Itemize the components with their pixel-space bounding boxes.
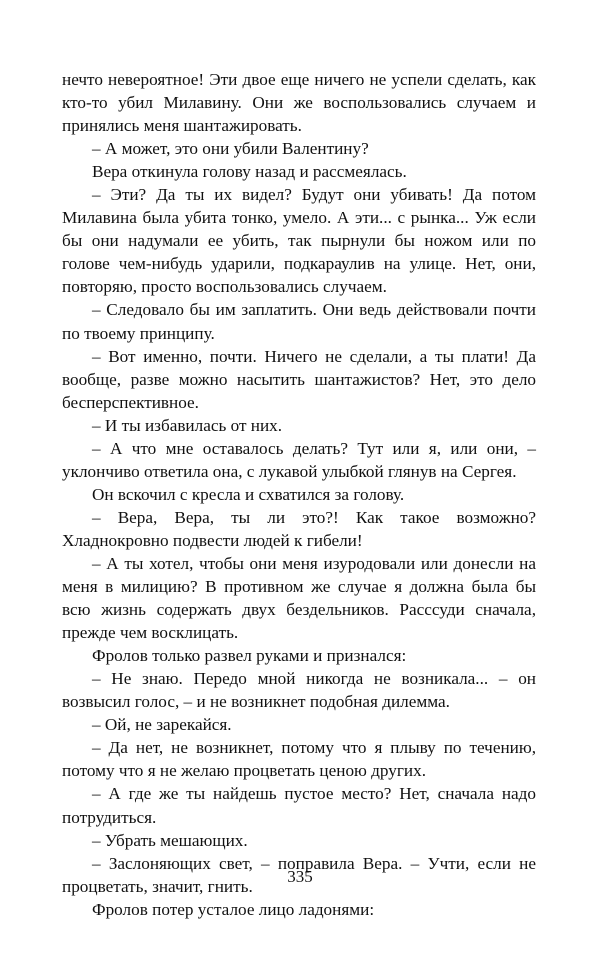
paragraph: – Убрать мешающих. (92, 830, 248, 850)
paragraph: – А может, это они убили Валентину? (92, 139, 369, 159)
paragraph: Вера откинула голову назад и рассмеялась. (92, 162, 407, 182)
paragraph: – И ты избавилась от них. (92, 415, 283, 435)
page-text (62, 68, 536, 921)
paragraph: – А ты хотел, чтобы они меня изуродовали или донесли на меня в милицию? В противном же случае я должна была бы всю жизнь содержать двух бездельников. Расссуди сначала, прежде чем восклицать. (62, 553, 536, 643)
paragraph: нечто невероятное! Эти двое еще ничего не успели сделать, как кто-то убил Милавину. Они же воспользовались случаем и принялись меня шантажировать. (62, 70, 536, 136)
paragraph: – Эти? Да ты их видел? Будут они убивать! Да потом Милавина была убита тонко, умело. А эти... с рынка... Уж если бы они надумали ее убить, так пырнули бы ножом или по голове чем-нибудь ударили, подкараулив на улице. Нет, они, повторяю, просто воспользовались случаем. (62, 185, 536, 297)
paragraph: – Вот именно, почти. Ничего не сделали, а ты плати! Да вообще, разве можно насытить шантажистов? Нет, это дело бесперспективное. (62, 346, 536, 412)
paragraph: – А где же ты найдешь пустое место? Нет, сначала надо потрудиться. (62, 784, 536, 827)
paragraph: – Не знаю. Передо мной никогда не возникала... – он возвысил голос, – и не возникнет подобная дилемма. (62, 669, 536, 712)
paragraph: – Ой, не зарекайся. (92, 715, 232, 735)
paragraph: – Следовало бы им заплатить. Они ведь действовали почти по твоему принципу. (62, 300, 536, 343)
paragraph: – Вера, Вера, ты ли это?! Как такое возможно? Хладнокровно подвести людей к гибели! (62, 507, 536, 550)
paragraph: – Да нет, не возникнет, потому что я плыву по течению, потому что я не желаю процветать ценою других. (62, 738, 536, 781)
paragraph: – А что мне оставалось делать? Тут или я, или они, – уклончиво ответила она, с лукавой улыбкой глянув на Сергея. (62, 438, 536, 481)
paragraph: Он вскочил с кресла и схватился за голову. (92, 484, 405, 504)
paragraph: Фролов потер усталое лицо ладонями: (92, 899, 375, 919)
page-number: 335 (287, 867, 313, 886)
paragraph: Фролов только развел руками и признался: (92, 646, 407, 666)
paragraph: – Заслоняющих свет, – поправила Вера. – Учти, если не процветать, значит, гнить. (62, 853, 536, 896)
